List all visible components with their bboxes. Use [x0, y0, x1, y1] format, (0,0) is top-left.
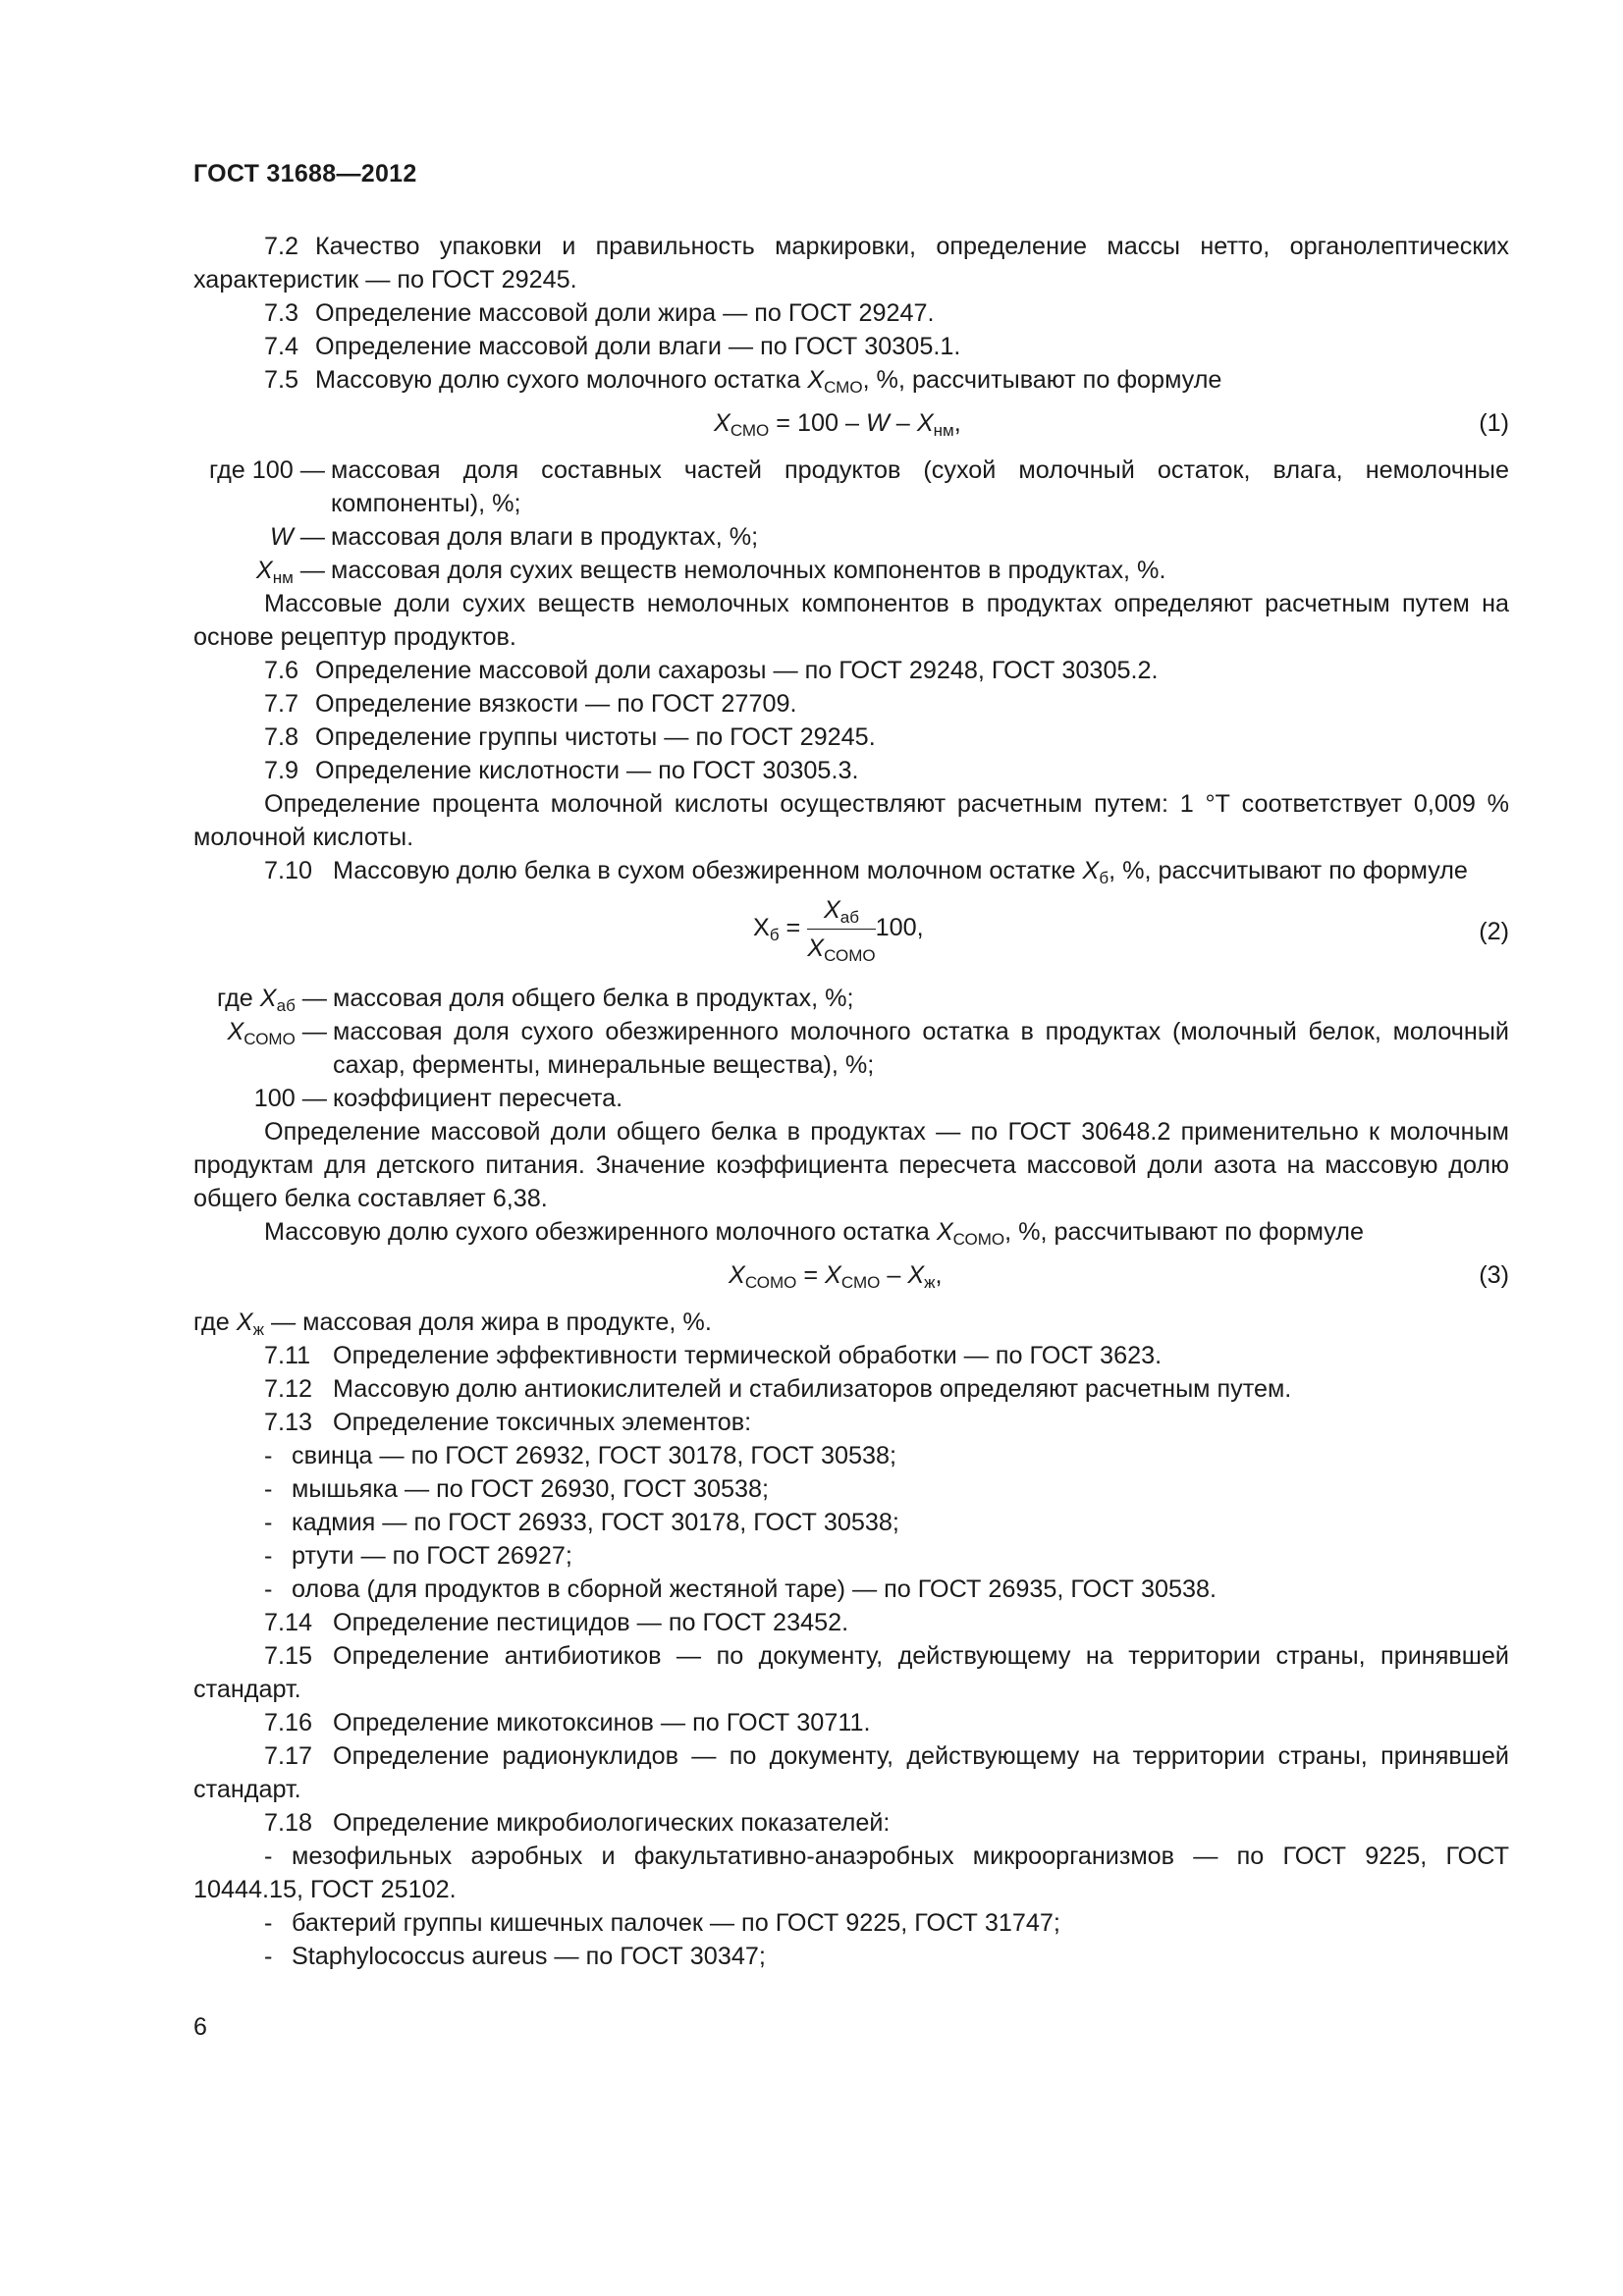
list-item: - олова (для продуктов в сборной жестяной таре) — по ГОСТ 26935, ГОСТ 30538. — [264, 1575, 1217, 1603]
paragraph-7-5: 7.5 Массовую долю сухого молочного остатка $X_{СМО}$, %, рассчитывают по формуле — [193, 363, 1509, 397]
document-body — [193, 230, 1509, 1973]
formula-2-number: (2) — [1479, 918, 1509, 945]
formula-1 — [193, 397, 1509, 454]
paragraph-7-9-note: Определение процента молочной кислоты осуществляют расчетным путем: 1 °Т соответствует 0,009 % молочной кислоты. — [193, 790, 1509, 851]
paragraph-7-13: 7.13 Определение токсичных элементов: — [264, 1409, 752, 1436]
paragraph-7-2 — [193, 230, 1509, 296]
formula-3-expression: $X_{СОМО} = X_{СМО} - X_ж$, — [729, 1261, 943, 1292]
list-item: - свинца — по ГОСТ 26932, ГОСТ 30178, ГОСТ 30538; — [264, 1442, 896, 1469]
paragraph-7-3 — [193, 296, 1509, 330]
list-item: - Staphylococcus aureus — по ГОСТ 30347; — [264, 1943, 766, 1970]
formula-3-number: (3) — [1479, 1261, 1509, 1289]
list-item: - бактерий группы кишечных палочек — по ГОСТ 9225, ГОСТ 31747; — [264, 1909, 1060, 1937]
paragraph-7-6: 7.6 Определение массовой доли сахарозы — по ГОСТ 29248, ГОСТ 30305.2. — [264, 657, 1159, 684]
list-item: - мезофильных аэробных и факультативно-анаэробных микроорганизмов — по ГОСТ 9225, ГОСТ 10444.15, ГОСТ 25102. — [193, 1842, 1509, 1903]
paragraph-7-5-note: Массовые доли сухих веществ немолочных компонентов в продуктах определяют расчетным путем на основе рецептур продуктов. — [193, 590, 1509, 651]
list-item: - кадмия — по ГОСТ 26933, ГОСТ 30178, ГОСТ 30538; — [264, 1509, 899, 1536]
clause-number: 7.3 — [264, 299, 299, 327]
where-item: 100 — коэффициент пересчета. — [253, 1085, 623, 1112]
formula-3 — [193, 1249, 1509, 1306]
formula-2-expression: $Х_б$ = $\frac{X_{аб}}{X_{СОМО}}$ 100, — [753, 893, 924, 965]
paragraph-7-16: 7.16 Определение микотоксинов — по ГОСТ 30711. — [264, 1709, 871, 1736]
clause-number: 7.2 — [264, 233, 299, 260]
formula-1-number: (1) — [1479, 409, 1509, 437]
document-header: ГОСТ 31688—2012 — [193, 160, 417, 187]
paragraph-7-14: 7.14 Определение пестицидов — по ГОСТ 23452. — [264, 1609, 849, 1636]
paragraph-7-15: 7.15 Определение антибиотиков — по документу, действующему на территории страны, принявшей стандарт. — [193, 1642, 1509, 1703]
clause-number: 7.5 — [264, 366, 299, 394]
where-item: $X_{СОМО}$ — массовая доля сухого обезжиренного молочного остатка в продуктах (молочный белок, молочный сахар, ферменты, минеральные вещества), %; — [227, 1018, 1509, 1079]
page-number: 6 — [193, 2013, 207, 2041]
paragraph-7-10-somo: Массовую долю сухого обезжиренного молочного остатка $X_{СОМО}$, %, рассчитывают по формуле — [264, 1218, 1364, 1249]
where-item: $X_{нм}$ — массовая доля сухих веществ немолочных компонентов в продуктах, %. — [255, 557, 1166, 587]
paragraph-7-9: 7.9 Определение кислотности — по ГОСТ 30305.3. — [264, 757, 859, 784]
paragraph-7-4 — [193, 330, 1509, 363]
where-item: где 100 — массовая доля составных частей продуктов (сухой молочный остаток, влага, немолочные компоненты), %; — [209, 456, 1509, 517]
list-item: - ртути — по ГОСТ 26927; — [264, 1542, 572, 1570]
clause-text: Определение массовой доли жира — по ГОСТ 29247. — [315, 299, 935, 327]
clause-number: 7.4 — [264, 333, 299, 360]
paragraph-7-12: 7.12 Массовую долю антиокислителей и стабилизаторов определяют расчетным путем. — [264, 1375, 1292, 1403]
paragraph-7-10: 7.10 Массовую долю белка в сухом обезжиренном молочном остатке $X_б$, %, рассчитывают по формуле — [264, 857, 1468, 887]
list-item: - мышьяка — по ГОСТ 26930, ГОСТ 30538; — [264, 1475, 769, 1503]
where-item: где $X_ж$ — массовая доля жира в продукте, %. — [193, 1308, 712, 1339]
paragraph-7-7: 7.7 Определение вязкости — по ГОСТ 27709. — [264, 690, 797, 718]
clause-text: Определение массовой доли влаги — по ГОСТ 30305.1. — [315, 333, 961, 360]
paragraph-7-17: 7.17 Определение радионуклидов — по документу, действующему на территории страны, принявшей стандарт. — [193, 1742, 1509, 1803]
fraction: $\frac{X_{аб}}{X_{СОМО}}$ — [807, 893, 875, 965]
clause-text: Качество упаковки и правильность маркировки, определение массы нетто, органолептических характеристик — по ГОСТ 29245. — [193, 233, 1509, 294]
paragraph-7-18: 7.18 Определение микробиологических показателей: — [264, 1809, 891, 1837]
formula-2 — [193, 887, 1509, 982]
where-item: где $X_{аб}$ — массовая доля общего белка в продуктах, %; — [217, 985, 854, 1015]
paragraph-7-8: 7.8 Определение группы чистоты — по ГОСТ 29245. — [264, 723, 876, 751]
formula-1-expression: $X_{СМО} = 100 - W - X_{нм}$, — [714, 409, 961, 440]
where-item: W — массовая доля влаги в продуктах, %; — [270, 523, 759, 551]
paragraph-7-11: 7.11 Определение эффективности термической обработки — по ГОСТ 3623. — [264, 1342, 1163, 1369]
paragraph-7-10-note: Определение массовой доли общего белка в продуктах — по ГОСТ 30648.2 применительно к молочным продуктам для детского питания. Значение коэффициента пересчета массовой доли азота на массовую долю общего белка составляет 6,38. — [193, 1118, 1509, 1212]
